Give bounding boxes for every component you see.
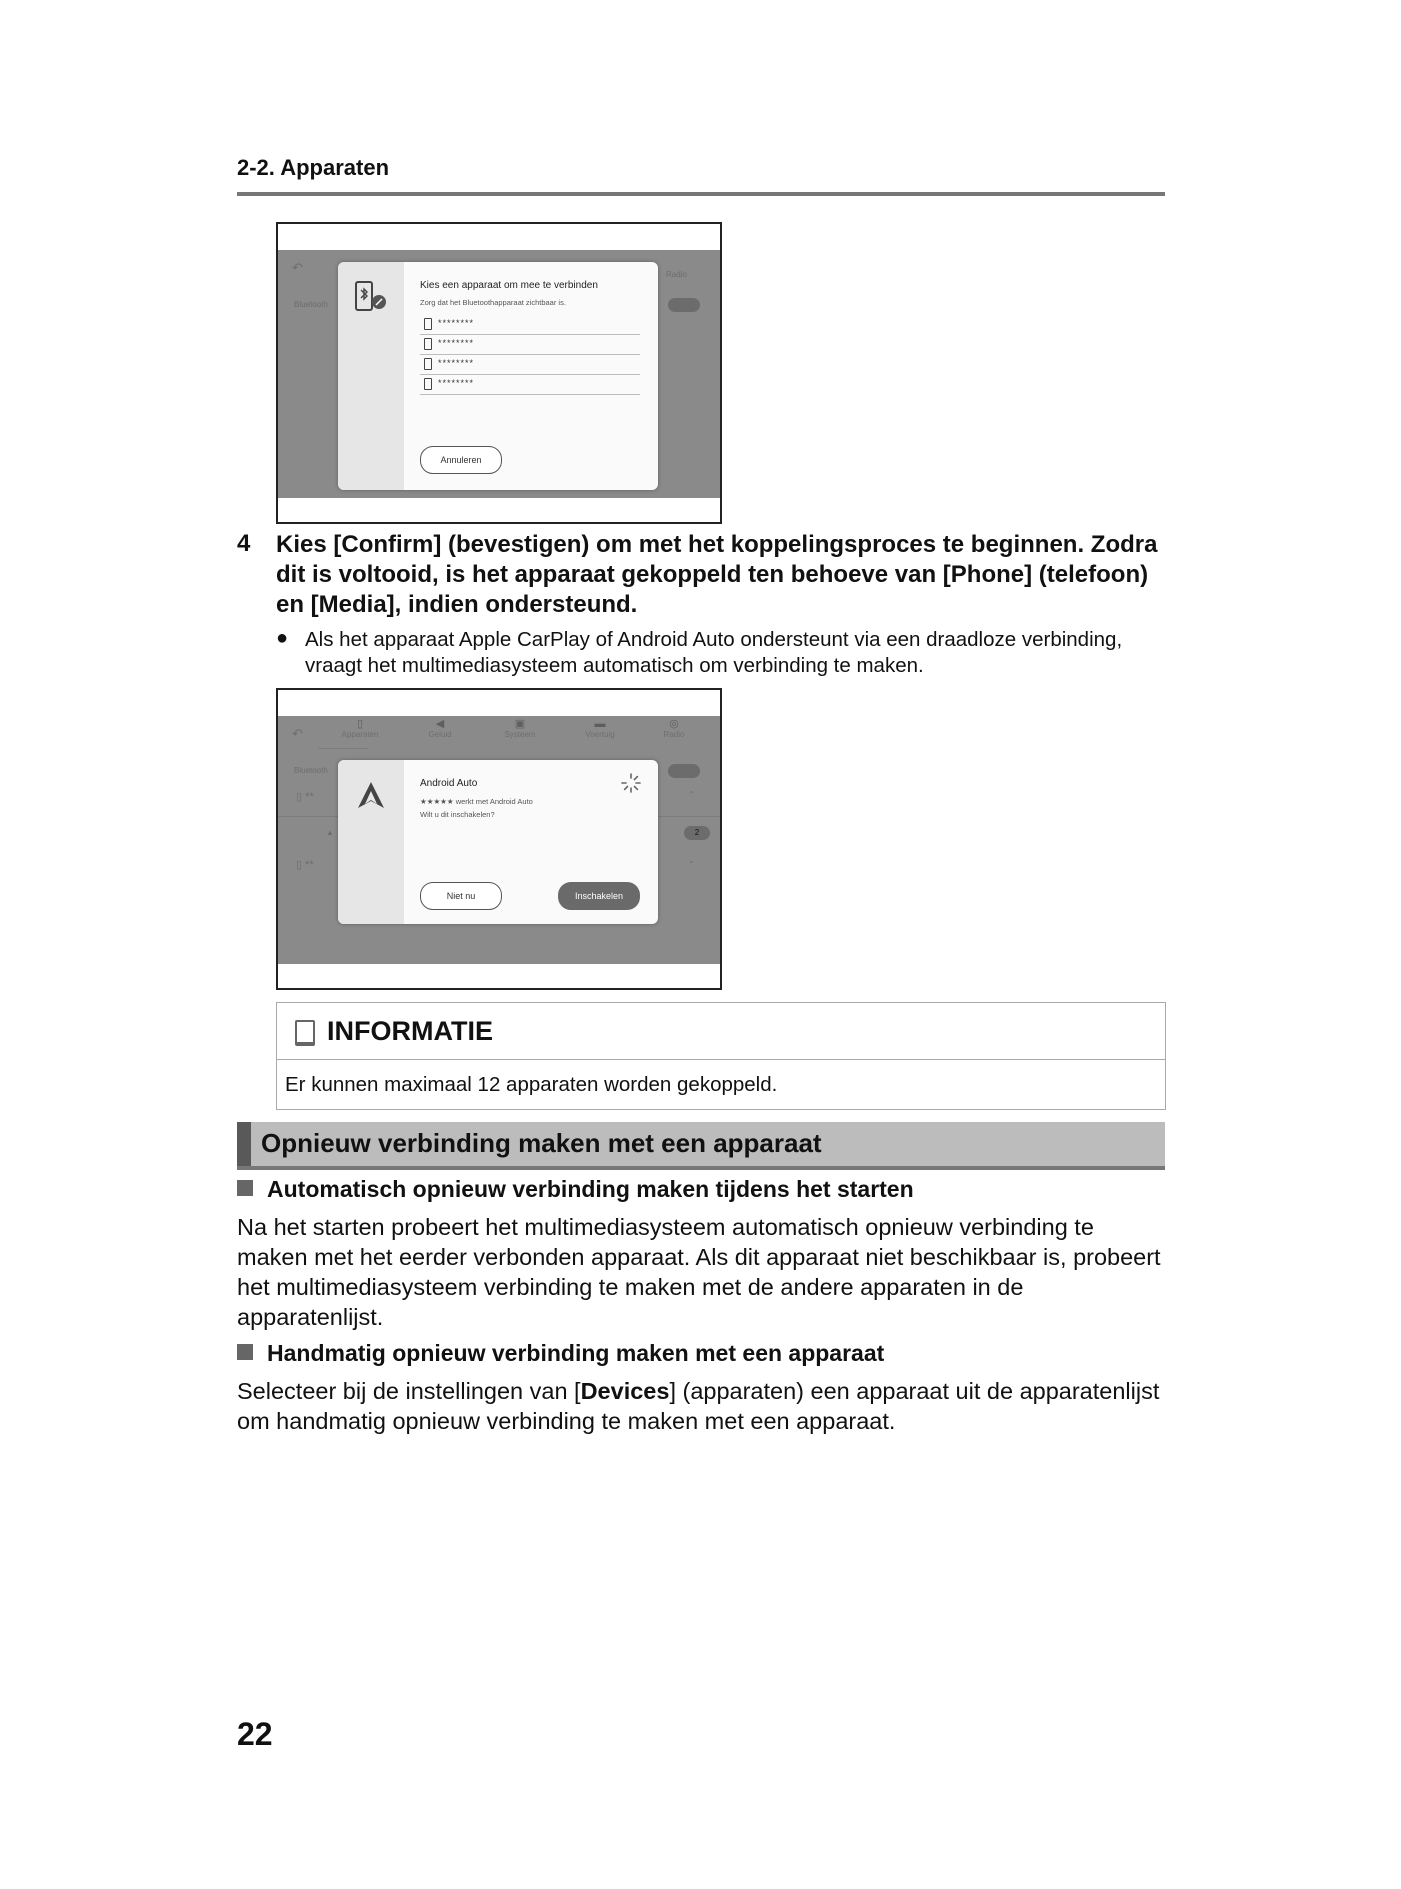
ghost-tab-row: [278, 716, 720, 746]
screenshot-android-auto: [276, 688, 722, 990]
device-name: ********: [438, 318, 475, 328]
bullet-icon: ●: [276, 627, 289, 649]
square-bullet-icon: [237, 1344, 253, 1360]
ghost-row-2: ▯ **: [296, 859, 314, 871]
heading-accent: [237, 1122, 251, 1166]
dialog-title: Android Auto: [420, 778, 478, 789]
devices-keyword: Devices: [580, 1378, 670, 1404]
device-name: ********: [438, 358, 475, 368]
device-row[interactable]: [420, 374, 640, 395]
car-icon: ▬: [594, 718, 606, 730]
page-number: 22: [237, 1716, 273, 1752]
paragraph-auto-reconnect: Na het starten probeert het multimediasysteem automatisch opnieuw verbinding te maken met het eerder verbonden apparaat. Als dit apparaat niet beschikbaar is, probeert het multimediasysteem verbinding te maken met de andere apparaten in de apparatenlijst.: [237, 1214, 1161, 1330]
subheading-auto-reconnect: Automatisch opnieuw verbinding maken tijdens het starten: [237, 1176, 914, 1203]
book-icon: [295, 1020, 315, 1046]
ghost-toggle: [668, 298, 700, 312]
device-row[interactable]: [420, 314, 640, 335]
system-icon: ▣: [514, 718, 526, 730]
tab-systeem: ▣ Systeem: [490, 718, 550, 739]
paragraph-manual-reconnect: Selecteer bij de instellingen van [Devices] (apparaten) een apparaat uit de apparatenlijst om handmatig opnieuw verbinding te maken met een apparaat.: [237, 1378, 1160, 1434]
device-name: ********: [438, 338, 475, 348]
tab-radio: ◎ Radio: [644, 718, 704, 739]
dialog-line-2: Wilt u dit inschakelen?: [420, 810, 495, 819]
header-rule: [237, 192, 1165, 196]
chevron-down-icon: ⌄: [688, 856, 695, 865]
device-select-dialog: [338, 262, 658, 490]
radio-icon: ◎: [669, 718, 679, 730]
dialog-title: Kies een apparaat om mee te verbinden: [420, 280, 598, 291]
chevron-up-icon: ⌃: [688, 790, 695, 799]
ghost-row-1: ▯ **: [296, 791, 314, 803]
tab-apparaten: ▯ Apparaten: [330, 718, 390, 739]
information-text: Er kunnen maximaal 12 apparaten worden gekoppeld.: [285, 1073, 778, 1096]
tab-geluid: ◀ Geluid: [410, 718, 470, 739]
dialog-side-panel: [338, 760, 404, 924]
android-auto-small-icon: ▲: [326, 828, 334, 837]
cancel-button[interactable]: Annuleren: [420, 446, 502, 474]
speaker-icon: ◀: [435, 718, 445, 730]
screen-background: [278, 250, 720, 498]
back-arrow-icon: ↶: [292, 260, 303, 275]
bluetooth-phone-icon: [352, 278, 392, 318]
dialog-line-1: ★★★★★ werkt met Android Auto: [420, 797, 533, 806]
information-title: INFORMATIE: [327, 1016, 493, 1046]
information-box: [276, 1002, 1166, 1110]
devices-icon: ▯: [356, 718, 364, 730]
section-heading-bar: [237, 1122, 1165, 1166]
step-number: 4: [237, 530, 251, 557]
section-header: 2-2. Apparaten: [237, 155, 390, 180]
enable-button[interactable]: Inschakelen: [558, 882, 640, 910]
dialog-side-panel: [338, 262, 404, 490]
ghost-radio-label: Radio: [666, 270, 687, 279]
screen-background: [278, 716, 720, 964]
ghost-bluetooth-label: Bluetooth: [294, 300, 328, 309]
not-now-button[interactable]: Niet nu: [420, 882, 502, 910]
phone-icon: [424, 338, 432, 350]
ghost-badge: 2: [684, 826, 710, 840]
back-arrow-icon: ↶: [292, 726, 303, 741]
android-auto-dialog: [338, 760, 658, 924]
screenshot-bluetooth-select: [276, 222, 722, 524]
ghost-bluetooth-label: Bluetooth: [294, 766, 328, 775]
bullet-text: Als het apparaat Apple CarPlay of Android Auto ondersteunt via een draadloze verbinding, vraagt het multimediasysteem automatisch om verbinding te maken.: [305, 628, 1123, 677]
square-bullet-icon: [237, 1180, 253, 1196]
ghost-toggle: [668, 764, 700, 778]
android-auto-icon: [356, 780, 386, 810]
information-header: [277, 1003, 1165, 1060]
phone-icon: [424, 358, 432, 370]
active-tab-indicator: [318, 748, 368, 749]
dialog-subtitle: Zorg dat het Bluetoothapparaat zichtbaar is.: [420, 298, 566, 307]
device-row[interactable]: [420, 354, 640, 375]
section-heading-rule: [237, 1166, 1165, 1170]
device-row[interactable]: [420, 334, 640, 355]
step-instruction: Kies [Confirm] (bevestigen) om met het koppelingsproces te beginnen. Zodra dit is voltooid, is het apparaat gekoppeld ten behoeve van [Phone] (telefoon) en [Media], indien ondersteund.: [276, 531, 1158, 618]
section-heading: Opnieuw verbinding maken met een apparaat: [261, 1128, 822, 1158]
device-name: ********: [438, 378, 475, 388]
subheading-manual-reconnect: Handmatig opnieuw verbinding maken met een apparaat: [237, 1340, 884, 1367]
loading-spinner-icon: [620, 772, 642, 794]
phone-icon: [424, 378, 432, 390]
tab-voertuig: ▬ Voertuig: [570, 718, 630, 739]
phone-icon: [424, 318, 432, 330]
